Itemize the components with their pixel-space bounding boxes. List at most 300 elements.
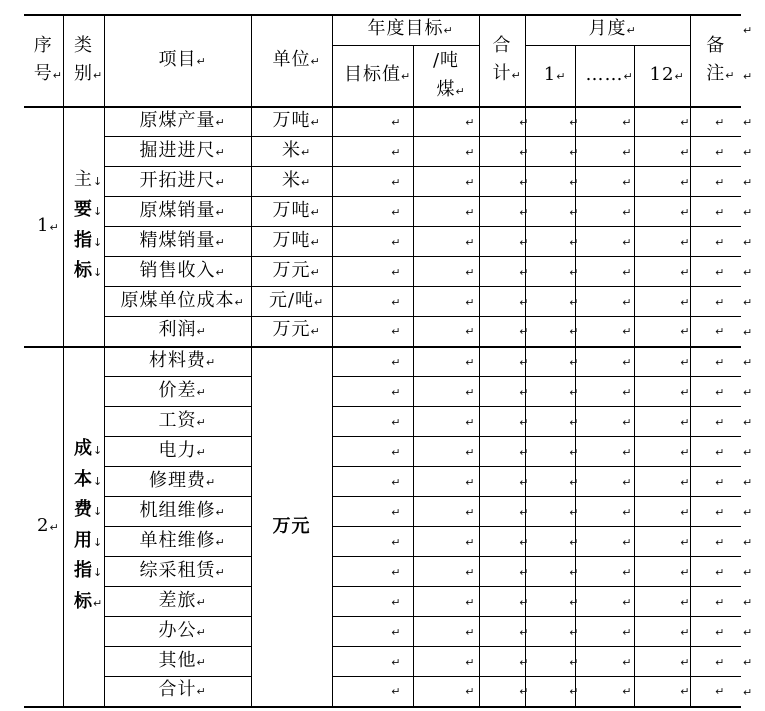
paragraph-mark: ↵ [519,205,529,219]
paragraph-mark: ↵ [519,565,529,579]
paragraph-mark: ↵ [680,625,690,639]
item-cell: 精煤销量↵ [104,227,251,257]
header-category-line [64,32,104,60]
header-category-char: 别 [74,62,93,84]
row-end-mark-cell [741,437,761,467]
row-end-mark: ↵ [743,685,753,699]
paragraph-mark: ↵ [391,205,401,219]
paragraph-mark: ↵ [569,325,579,339]
category-char: 标 [74,260,93,281]
row-end-mark: ↵ [743,445,753,459]
per-ton-cell [413,617,479,647]
paragraph-mark: ↵ [622,355,632,369]
target-value-cell [332,677,413,707]
paragraph-mark: ↵ [622,445,632,459]
header-month-1: 1↵ [525,45,575,107]
paragraph-mark: ↵ [569,145,579,159]
header-seq-char: 序 [33,34,53,56]
month-1-cell [525,197,579,227]
total-cell [479,377,529,407]
remarks-cell [690,347,741,377]
target-value-cell [332,167,413,197]
paragraph-mark: ↵ [715,115,725,129]
month-1-cell [525,557,579,587]
header-total-line: 计↵ [492,62,521,84]
remarks-cell [690,407,741,437]
paragraph-mark: ↵ [391,445,401,459]
month-ellipsis-cell [575,527,634,557]
paragraph-mark: ↵ [569,475,579,489]
remarks-cell [690,137,741,167]
remarks-cell [690,377,741,407]
paragraph-mark: ↵ [680,535,690,549]
table-row [24,137,761,167]
paragraph-mark: ↵ [465,385,475,399]
paragraph-mark: ↵ [465,235,475,249]
remarks-cell [690,167,741,197]
paragraph-mark: ↵ [680,445,690,459]
row-end-mark: ↵ [743,505,753,519]
target-value-cell [332,557,413,587]
paragraph-mark: ↵ [391,325,401,339]
month-1-cell [525,407,579,437]
paragraph-mark: ↵ [519,385,529,399]
paragraph-mark: ↵ [680,295,690,309]
paragraph-mark: ↵ [622,535,632,549]
paragraph-mark: ↵ [569,175,579,189]
header-row [24,15,761,45]
item-cell: 其他↵ [104,647,251,677]
paragraph-mark: ↵ [622,415,632,429]
paragraph-mark: ↵ [680,115,690,129]
paragraph-mark: ↵ [569,205,579,219]
per-ton-cell [413,587,479,617]
table-row [24,287,761,317]
per-ton-cell [413,497,479,527]
paragraph-mark: ↵ [465,415,475,429]
paragraph-mark: ↵ [391,505,401,519]
paragraph-mark: ↵ [680,145,690,159]
table-row [24,527,761,557]
paragraph-mark: ↵ [680,355,690,369]
total-cell [479,407,529,437]
merged-unit-cell [251,347,332,707]
category-line: 费↓ [74,499,103,520]
item-name: 工资 [158,409,197,431]
table-row [24,197,761,227]
month-1-cell [525,647,579,677]
month-ellipsis-cell [575,197,634,227]
month-1-cell [525,347,579,377]
header-month-12-label: 12 [649,63,675,85]
table-header [24,15,761,107]
row-end-mark-cell [741,467,761,497]
paragraph-mark: ↵ [465,685,475,699]
paragraph-mark: ↵ [465,595,475,609]
header-monthly-label: 月度 [588,18,627,40]
paragraph-mark: ↵ [391,475,401,489]
paragraph-mark: ↵ [391,685,401,699]
paragraph-mark: ↵ [519,265,529,279]
paragraph-mark: ↵ [391,625,401,639]
paragraph-mark: ↵ [465,145,475,159]
section-seq-cell: 2↵ [24,347,63,707]
row-end-mark-cell [741,587,761,617]
remarks-cell [690,227,741,257]
item-name: 利润 [158,319,197,341]
target-value-cell [332,287,413,317]
item-name: 综采租赁 [139,559,216,581]
paragraph-mark: ↵ [715,445,725,459]
header-per-ton-line: 煤↵ [436,78,465,100]
item-cell: 合计↵ [104,677,251,707]
paragraph-mark: ↵ [519,625,529,639]
paragraph-mark: ↵ [465,355,475,369]
category-line: 成↓ [74,438,103,459]
target-value-cell [332,197,413,227]
category-char: 用 [74,529,93,551]
unit-name: 万元 [272,515,311,537]
paragraph-mark: ↵ [622,385,632,399]
per-ton-cell [413,407,479,437]
row-end-mark: ↵ [743,115,753,129]
item-name: 电力 [158,439,197,461]
total-cell [479,107,529,137]
category-char: 要 [74,199,93,220]
header-monthly: 月度↵ [525,15,690,45]
paragraph-mark: ↵ [680,325,690,339]
target-value-cell [332,317,413,347]
category-line: 主↓ [74,168,103,190]
total-cell [479,557,529,587]
paragraph-mark: ↵ [680,565,690,579]
target-value-cell [332,407,413,437]
unit-name: 元/吨 [268,289,315,311]
target-value-cell [332,137,413,167]
remarks-cell [690,467,741,497]
total-cell [479,257,529,287]
category-char: 标 [74,590,93,612]
item-cell: 差旅↵ [104,587,251,617]
item-name: 材料费 [149,349,206,371]
item-cell: 工资↵ [104,407,251,437]
item-name: 价差 [158,379,197,401]
item-cell: 开拓进尺↵ [104,167,251,197]
paragraph-mark: ↵ [680,685,690,699]
paragraph-mark: ↵ [569,565,579,579]
per-ton-cell [413,197,479,227]
row-end-mark-cell [741,617,761,647]
paragraph-mark: ↵ [465,265,475,279]
item-cell: 材料费↵ [104,347,251,377]
month-ellipsis-cell [575,437,634,467]
per-ton-cell [413,557,479,587]
row-end-mark: ↵ [743,595,753,609]
per-ton-cell [413,317,479,347]
month-12-cell [634,347,690,377]
paragraph-mark: ↵ [680,175,690,189]
header-unit: 单位↵ [251,15,332,107]
month-12-cell [634,497,690,527]
row-end-mark: ↵ [743,625,753,639]
paragraph-mark: ↵ [622,235,632,249]
paragraph-mark: ↵ [622,145,632,159]
paragraph-mark: ↵ [569,535,579,549]
total-cell [479,287,529,317]
row-end-mark-cell [741,317,761,347]
target-value-cell [332,347,413,377]
month-1-cell [525,617,579,647]
row-end-mark: ↵ [743,235,753,249]
paragraph-mark: ↵ [465,565,475,579]
paragraph-mark: ↵ [622,625,632,639]
per-ton-cell [413,257,479,287]
table-row [24,497,761,527]
target-value-cell [332,497,413,527]
paragraph-mark: ↵ [519,295,529,309]
header-per-ton-text: 煤 [436,78,456,100]
paragraph-mark: ↵ [519,655,529,669]
paragraph-mark: ↵ [715,355,725,369]
row-end-mark-cell [741,197,761,227]
table-row [24,257,761,287]
paragraph-mark: ↵ [715,565,725,579]
month-ellipsis-cell [575,107,634,137]
paragraph-mark: ↵ [391,235,401,249]
header-remarks-line [691,32,742,60]
month-1-cell [525,257,579,287]
target-value-cell [332,587,413,617]
month-1-cell [525,167,579,197]
month-ellipsis-cell [575,317,634,347]
month-12-cell [634,107,690,137]
row-end-mark-cell [741,407,761,437]
target-value-cell [332,377,413,407]
paragraph-mark: ↵ [715,385,725,399]
paragraph-mark: ↵ [519,175,529,189]
unit-name: 万元 [272,319,311,341]
month-1-cell [525,467,579,497]
item-cell: 单柱维修↵ [104,527,251,557]
month-12-cell [634,257,690,287]
paragraph-mark: ↵ [622,325,632,339]
table-row [24,677,761,707]
row-end-mark: ↵ [743,385,753,399]
header-per-ton-line [414,46,479,75]
month-1-cell [525,527,579,557]
paragraph-mark: ↵ [569,445,579,459]
paragraph-mark: ↵ [680,385,690,399]
remarks-cell [690,527,741,557]
total-cell [479,647,529,677]
paragraph-mark: ↵ [715,475,725,489]
unit-cell: 万吨↵ [251,197,332,227]
paragraph-mark: ↵ [680,415,690,429]
table-row [24,467,761,497]
paragraph-mark: ↵ [569,115,579,129]
section-seq-number: 1 [37,214,50,236]
table-row [24,407,761,437]
paragraph-mark: ↵ [391,565,401,579]
table-row [24,347,761,377]
item-cell: 综采租赁↵ [104,557,251,587]
category-char: 本 [74,468,93,490]
month-ellipsis-cell [575,347,634,377]
category-line: 指↓ [74,560,103,581]
item-cell: 销售收入↵ [104,257,251,287]
header-seq-line [24,32,63,60]
header-month-12: 12↵ [634,45,690,107]
month-12-cell [634,587,690,617]
category-line: 指↓ [74,229,103,251]
unit-cell: 米↵ [251,167,332,197]
header-total [479,15,525,107]
paragraph-mark: ↵ [715,535,725,549]
item-name: 单柱维修 [139,529,216,551]
row-end-mark: ↵ [743,475,753,489]
row-end-mark-cell [741,497,761,527]
per-ton-cell [413,107,479,137]
month-ellipsis-cell [575,587,634,617]
header-month-ellipsis-label: …… [585,63,624,85]
table-row [24,317,761,347]
paragraph-mark: ↵ [465,505,475,519]
total-cell [479,617,529,647]
section-seq-cell: 1↵ [24,107,63,347]
table-body [24,107,761,707]
paragraph-mark: ↵ [519,685,529,699]
item-name: 销售收入 [139,259,216,281]
remarks-cell [690,197,741,227]
category-line: 标↓ [74,260,103,281]
paragraph-mark: ↵ [519,535,529,549]
item-name: 精煤销量 [139,229,216,251]
paragraph-mark: ↵ [622,475,632,489]
header-annual-target: 年度目标↵ [332,15,479,45]
target-value-cell [332,257,413,287]
row-end-mark: ↵ [743,265,753,279]
item-name: 差旅 [158,589,197,611]
item-name: 机组维修 [139,499,216,521]
paragraph-mark: ↵ [715,625,725,639]
category-char: 指 [74,560,93,581]
total-cell [479,347,529,377]
paragraph-mark: ↵ [569,595,579,609]
unit-cell: 元/吨↵ [251,287,332,317]
paragraph-mark: ↵ [569,685,579,699]
per-ton-cell [413,227,479,257]
section-seq-number: 2 [37,514,50,536]
paragraph-mark: ↵ [715,325,725,339]
row-end-mark: ↵ [743,145,753,159]
month-ellipsis-cell [575,497,634,527]
month-ellipsis-cell [575,467,634,497]
row-end-mark: ↵ [743,535,753,549]
paragraph-mark: ↵ [680,505,690,519]
paragraph-mark: ↵ [465,205,475,219]
row-end-mark-cell [741,557,761,587]
remarks-cell [690,587,741,617]
row-end-mark-cell [741,677,761,707]
paragraph-mark: ↵ [391,385,401,399]
month-ellipsis-cell [575,257,634,287]
table-row [24,167,761,197]
header-item: 项目↵ [104,15,251,107]
item-cell: 办公↵ [104,617,251,647]
paragraph-mark: ↵ [519,235,529,249]
per-ton-cell [413,467,479,497]
section-category-cell [63,347,104,707]
remarks-cell [690,557,741,587]
paragraph-mark: ↵ [569,295,579,309]
table-row [24,647,761,677]
paragraph-mark: ↵ [622,685,632,699]
month-1-cell [525,677,579,707]
row-end-mark-cell [741,45,761,107]
remarks-cell [690,647,741,677]
paragraph-mark: ↵ [715,685,725,699]
paragraph-mark: ↵ [569,655,579,669]
header-per-ton [413,45,479,107]
paragraph-mark: ↵ [680,235,690,249]
month-1-cell [525,497,579,527]
target-value-cell [332,107,413,137]
item-cell: 利润↵ [104,317,251,347]
per-ton-cell [413,647,479,677]
header-target-value: 目标值↵ [332,45,413,107]
paragraph-mark: ↵ [391,175,401,189]
total-cell [479,527,529,557]
unit-name: 米 [282,139,301,161]
header-month-ellipsis: ……↵ [575,45,634,107]
month-12-cell [634,647,690,677]
paragraph-mark: ↵ [715,595,725,609]
paragraph-mark: ↵ [465,295,475,309]
row-end-mark-cell [741,377,761,407]
paragraph-mark: ↵ [622,655,632,669]
header-category-char: 类 [74,34,93,56]
paragraph-mark: ↵ [715,175,725,189]
header-remarks-char: 注 [706,62,726,84]
month-1-cell [525,317,579,347]
header-per-ton-text: /吨 [432,49,460,71]
unit-name: 万吨 [272,229,311,251]
category-line: 用↓ [74,529,103,551]
month-12-cell [634,527,690,557]
paragraph-mark: ↵ [391,355,401,369]
paragraph-mark: ↵ [465,445,475,459]
month-12-cell [634,437,690,467]
item-cell: 原煤单位成本↵ [104,287,251,317]
header-remarks [690,15,741,107]
month-12-cell [634,467,690,497]
item-name: 掘进进尺 [139,139,216,161]
item-name: 原煤单位成本 [120,289,235,311]
per-ton-cell [413,437,479,467]
item-cell: 价差↵ [104,377,251,407]
category-char: 指 [74,229,93,251]
item-cell: 掘进进尺↵ [104,137,251,167]
month-ellipsis-cell [575,677,634,707]
unit-cell: 万吨↵ [251,107,332,137]
paragraph-mark: ↵ [569,385,579,399]
item-name: 开拓进尺 [139,169,216,191]
paragraph-mark: ↵ [680,475,690,489]
item-cell: 修理费↵ [104,467,251,497]
month-ellipsis-cell [575,287,634,317]
row-end-mark: ↵ [743,565,753,579]
row-end-mark-cell [741,347,761,377]
